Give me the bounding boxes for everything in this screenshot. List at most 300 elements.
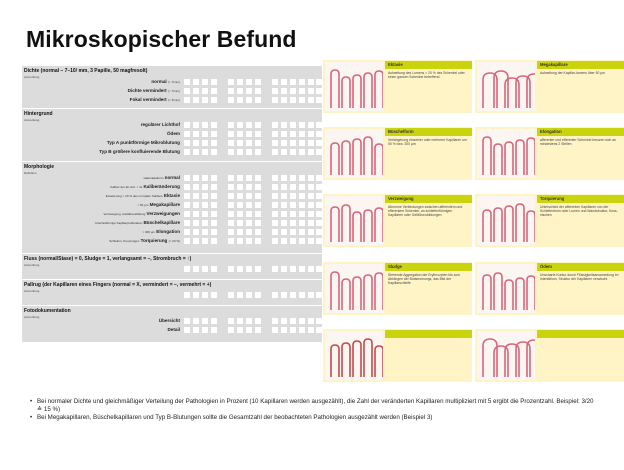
checkbox-cell[interactable] xyxy=(316,193,322,199)
checkbox-cell[interactable] xyxy=(316,318,322,324)
checkbox-grid[interactable] xyxy=(184,130,322,138)
checkbox-cell[interactable] xyxy=(202,140,208,146)
checkbox-cell[interactable] xyxy=(299,131,305,137)
checkbox-cell[interactable] xyxy=(193,327,199,333)
checkbox-cell[interactable] xyxy=(290,175,296,181)
checkbox-cell[interactable] xyxy=(228,193,234,199)
checkbox-cell[interactable] xyxy=(308,229,314,235)
checkbox-cell[interactable] xyxy=(184,193,190,199)
checkbox-cell[interactable] xyxy=(316,327,322,333)
checkbox-cell[interactable] xyxy=(184,140,190,146)
checkbox-cell[interactable] xyxy=(193,79,199,85)
checkbox-cell[interactable] xyxy=(211,211,217,217)
checkbox-cell[interactable] xyxy=(211,122,217,128)
checkbox-cell[interactable] xyxy=(281,229,287,235)
checkbox-cell[interactable] xyxy=(202,220,208,226)
row-label: Büschelkapillare xyxy=(143,220,180,225)
checkbox-cell[interactable] xyxy=(308,327,314,333)
checkbox-cell[interactable] xyxy=(272,193,278,199)
checkbox-cell[interactable] xyxy=(228,266,234,272)
checkbox-cell[interactable] xyxy=(272,88,278,94)
checkbox-cell[interactable] xyxy=(272,79,278,85)
checkbox-cell[interactable] xyxy=(193,211,199,217)
checkbox-cell[interactable] xyxy=(211,229,217,235)
checkbox-cell[interactable] xyxy=(272,122,278,128)
form-row xyxy=(22,87,322,95)
checkbox-cell[interactable] xyxy=(228,292,234,298)
checkbox-cell[interactable] xyxy=(211,97,217,103)
checkbox-cell[interactable] xyxy=(281,184,287,190)
section-heading: Pallrug (der Kapillaren eines Fingers (normal = X, vermindert = –, vermehrt = +) xyxy=(24,282,212,288)
checkbox-cell[interactable] xyxy=(272,318,278,324)
checkbox-grid[interactable] xyxy=(184,291,322,299)
checkbox-cell[interactable] xyxy=(272,149,278,155)
checkbox-cell[interactable] xyxy=(299,318,305,324)
checkbox-grid[interactable] xyxy=(184,183,322,191)
checkbox-cell[interactable] xyxy=(299,175,305,181)
checkbox-cell[interactable] xyxy=(308,88,314,94)
checkbox-cell[interactable] xyxy=(211,327,217,333)
checkbox-cell[interactable] xyxy=(272,211,278,217)
checkbox-cell[interactable] xyxy=(316,140,322,146)
checkbox-cell[interactable] xyxy=(202,88,208,94)
checkbox-cell[interactable] xyxy=(272,202,278,208)
checkbox-cell[interactable] xyxy=(237,220,243,226)
checkbox-cell[interactable] xyxy=(184,318,190,324)
checkbox-grid[interactable] xyxy=(184,326,322,334)
checkbox-cell[interactable] xyxy=(246,175,252,181)
checkbox-cell[interactable] xyxy=(255,122,261,128)
checkbox-cell[interactable] xyxy=(211,149,217,155)
checkbox-cell[interactable] xyxy=(255,211,261,217)
checkbox-cell[interactable] xyxy=(290,149,296,155)
panel-title: Torquierung xyxy=(537,195,624,203)
checkbox-cell[interactable] xyxy=(202,131,208,137)
checkbox-cell[interactable] xyxy=(184,327,190,333)
checkbox-cell[interactable] xyxy=(202,266,208,272)
checkbox-cell[interactable] xyxy=(290,97,296,103)
checkbox-cell[interactable] xyxy=(308,79,314,85)
checkbox-cell[interactable] xyxy=(308,97,314,103)
checkbox-cell[interactable] xyxy=(184,220,190,226)
checkbox-cell[interactable] xyxy=(193,202,199,208)
checkbox-cell[interactable] xyxy=(290,229,296,235)
checkbox-grid[interactable] xyxy=(184,174,322,182)
checkbox-cell[interactable] xyxy=(255,88,261,94)
checkbox-cell[interactable] xyxy=(299,292,305,298)
checkbox-cell[interactable] xyxy=(272,327,278,333)
checkbox-cell[interactable] xyxy=(316,175,322,181)
checkbox-cell[interactable] xyxy=(272,229,278,235)
checkbox-cell[interactable] xyxy=(193,193,199,199)
checkbox-cell[interactable] xyxy=(299,184,305,190)
checkbox-cell[interactable] xyxy=(255,220,261,226)
checkbox-cell[interactable] xyxy=(246,202,252,208)
checkbox-cell[interactable] xyxy=(255,327,261,333)
checkbox-cell[interactable] xyxy=(246,131,252,137)
checkbox-cell[interactable] xyxy=(308,202,314,208)
checkbox-cell[interactable] xyxy=(237,238,243,244)
checkbox-cell[interactable] xyxy=(290,238,296,244)
checkbox-cell[interactable] xyxy=(272,238,278,244)
checkbox-cell[interactable] xyxy=(281,292,287,298)
checkbox-cell[interactable] xyxy=(281,79,287,85)
checkbox-cell[interactable] xyxy=(228,327,234,333)
checkbox-cell[interactable] xyxy=(237,318,243,324)
checkbox-cell[interactable] xyxy=(308,211,314,217)
checkbox-cell[interactable] xyxy=(237,122,243,128)
checkbox-cell[interactable] xyxy=(308,131,314,137)
checkbox-cell[interactable] xyxy=(308,220,314,226)
checkbox-cell[interactable] xyxy=(211,292,217,298)
capillary-loops-icon xyxy=(325,196,383,245)
checkbox-cell[interactable] xyxy=(281,266,287,272)
checkbox-cell[interactable] xyxy=(281,131,287,137)
checkbox-cell[interactable] xyxy=(246,211,252,217)
checkbox-cell[interactable] xyxy=(184,175,190,181)
checkbox-cell[interactable] xyxy=(202,79,208,85)
checkbox-cell[interactable] xyxy=(255,149,261,155)
checkbox-cell[interactable] xyxy=(228,97,234,103)
checkbox-cell[interactable] xyxy=(246,229,252,235)
checkbox-cell[interactable] xyxy=(202,211,208,217)
checkbox-cell[interactable] xyxy=(228,184,234,190)
checkbox-cell[interactable] xyxy=(184,202,190,208)
checkbox-cell[interactable] xyxy=(237,266,243,272)
checkbox-cell[interactable] xyxy=(184,131,190,137)
checkbox-cell[interactable] xyxy=(184,122,190,128)
checkbox-cell[interactable] xyxy=(202,193,208,199)
checkbox-cell[interactable] xyxy=(193,184,199,190)
checkbox-cell[interactable] xyxy=(246,140,252,146)
checkbox-cell[interactable] xyxy=(316,238,322,244)
checkbox-cell[interactable] xyxy=(299,327,305,333)
checkbox-cell[interactable] xyxy=(184,88,190,94)
checkbox-cell[interactable] xyxy=(281,211,287,217)
checkbox-cell[interactable] xyxy=(316,211,322,217)
row-label: Übersicht xyxy=(158,318,180,323)
checkbox-grid[interactable] xyxy=(184,237,322,245)
checkbox-grid[interactable] xyxy=(184,210,322,218)
checkbox-cell[interactable] xyxy=(290,140,296,146)
checkbox-cell[interactable] xyxy=(193,238,199,244)
checkbox-cell[interactable] xyxy=(272,97,278,103)
checkbox-grid[interactable] xyxy=(184,228,322,236)
checkbox-cell[interactable] xyxy=(255,97,261,103)
checkbox-cell[interactable] xyxy=(255,184,261,190)
checkbox-cell[interactable] xyxy=(281,318,287,324)
checkbox-cell[interactable] xyxy=(193,140,199,146)
checkbox-cell[interactable] xyxy=(246,122,252,128)
checkbox-cell[interactable] xyxy=(211,266,217,272)
checkbox-cell[interactable] xyxy=(281,193,287,199)
checkbox-grid[interactable] xyxy=(184,121,322,129)
checkbox-cell[interactable] xyxy=(193,175,199,181)
checkbox-cell[interactable] xyxy=(290,266,296,272)
checkbox-cell[interactable] xyxy=(316,229,322,235)
checkbox-cell[interactable] xyxy=(193,88,199,94)
panel-description: Verlängerung einzelner oder mehrerer Kapillaren um 50 % bzw. 300 µm xyxy=(388,138,467,147)
checkbox-cell[interactable] xyxy=(237,229,243,235)
checkbox-cell[interactable] xyxy=(202,292,208,298)
checkbox-cell[interactable] xyxy=(299,140,305,146)
checkbox-cell[interactable] xyxy=(281,238,287,244)
checkbox-cell[interactable] xyxy=(255,292,261,298)
checkbox-cell[interactable] xyxy=(193,266,199,272)
checkbox-cell[interactable] xyxy=(211,175,217,181)
checkbox-cell[interactable] xyxy=(211,193,217,199)
checkbox-cell[interactable] xyxy=(246,327,252,333)
checkbox-cell[interactable] xyxy=(228,79,234,85)
checkbox-cell[interactable] xyxy=(202,122,208,128)
checkbox-cell[interactable] xyxy=(272,292,278,298)
checkbox-cell[interactable] xyxy=(255,238,261,244)
checkbox-cell[interactable] xyxy=(290,220,296,226)
checkbox-cell[interactable] xyxy=(299,79,305,85)
checkbox-cell[interactable] xyxy=(272,266,278,272)
checkbox-cell[interactable] xyxy=(184,97,190,103)
checkbox-cell[interactable] xyxy=(316,97,322,103)
checkbox-cell[interactable] xyxy=(290,131,296,137)
checkbox-cell[interactable] xyxy=(316,79,322,85)
capillary-image xyxy=(477,196,535,245)
checkbox-grid[interactable] xyxy=(184,78,322,86)
checkbox-cell[interactable] xyxy=(299,211,305,217)
checkbox-cell[interactable] xyxy=(228,318,234,324)
checkbox-cell[interactable] xyxy=(281,149,287,155)
section-dichte xyxy=(22,68,322,108)
panel-title xyxy=(537,330,624,338)
checkbox-cell[interactable] xyxy=(193,229,199,235)
checkbox-cell[interactable] xyxy=(299,202,305,208)
checkbox-cell[interactable] xyxy=(299,149,305,155)
checkbox-cell[interactable] xyxy=(308,292,314,298)
checkbox-cell[interactable] xyxy=(316,149,322,155)
checkbox-cell[interactable] xyxy=(246,220,252,226)
checkbox-cell[interactable] xyxy=(228,238,234,244)
checkbox-cell[interactable] xyxy=(246,292,252,298)
checkbox-cell[interactable] xyxy=(281,202,287,208)
checkbox-grid[interactable] xyxy=(184,317,322,325)
checkbox-cell[interactable] xyxy=(246,266,252,272)
checkbox-grid[interactable] xyxy=(184,219,322,227)
checkbox-cell[interactable] xyxy=(228,140,234,146)
checkbox-cell[interactable] xyxy=(237,175,243,181)
checkbox-cell[interactable] xyxy=(290,202,296,208)
checkbox-cell[interactable] xyxy=(237,149,243,155)
checkbox-cell[interactable] xyxy=(211,184,217,190)
checkbox-cell[interactable] xyxy=(299,122,305,128)
checkbox-cell[interactable] xyxy=(255,318,261,324)
checkbox-cell[interactable] xyxy=(228,220,234,226)
checkbox-cell[interactable] xyxy=(281,220,287,226)
checkbox-cell[interactable] xyxy=(299,229,305,235)
checkbox-cell[interactable] xyxy=(228,175,234,181)
checkbox-cell[interactable] xyxy=(211,140,217,146)
checkbox-cell[interactable] xyxy=(308,140,314,146)
checkbox-cell[interactable] xyxy=(193,220,199,226)
checkbox-cell[interactable] xyxy=(202,318,208,324)
checkbox-cell[interactable] xyxy=(237,292,243,298)
checkbox-cell[interactable] xyxy=(255,79,261,85)
checkbox-cell[interactable] xyxy=(299,97,305,103)
checkbox-cell[interactable] xyxy=(228,131,234,137)
checkbox-cell[interactable] xyxy=(184,238,190,244)
checkbox-cell[interactable] xyxy=(202,149,208,155)
checkbox-cell[interactable] xyxy=(281,327,287,333)
checkbox-cell[interactable] xyxy=(255,229,261,235)
checkbox-cell[interactable] xyxy=(290,292,296,298)
checkbox-cell[interactable] xyxy=(237,202,243,208)
checkbox-cell[interactable] xyxy=(281,122,287,128)
checkbox-cell[interactable] xyxy=(246,318,252,324)
checkbox-cell[interactable] xyxy=(237,193,243,199)
checkbox-cell[interactable] xyxy=(193,131,199,137)
checkbox-cell[interactable] xyxy=(290,318,296,324)
checkbox-cell[interactable] xyxy=(299,193,305,199)
checkbox-cell[interactable] xyxy=(308,175,314,181)
checkbox-cell[interactable] xyxy=(202,202,208,208)
checkbox-cell[interactable] xyxy=(184,149,190,155)
checkbox-cell[interactable] xyxy=(299,266,305,272)
checkbox-cell[interactable] xyxy=(211,318,217,324)
checkbox-cell[interactable] xyxy=(290,193,296,199)
checkbox-grid[interactable] xyxy=(184,96,322,104)
checkbox-cell[interactable] xyxy=(255,193,261,199)
row-note: Verzweigung, Gefäßneubildung xyxy=(103,212,146,216)
checkbox-cell[interactable] xyxy=(308,193,314,199)
checkbox-cell[interactable] xyxy=(308,122,314,128)
checkbox-cell[interactable] xyxy=(255,202,261,208)
checkbox-cell[interactable] xyxy=(228,88,234,94)
checkbox-cell[interactable] xyxy=(308,149,314,155)
checkbox-cell[interactable] xyxy=(246,97,252,103)
checkbox-cell[interactable] xyxy=(246,238,252,244)
checkbox-cell[interactable] xyxy=(237,184,243,190)
checkbox-cell[interactable] xyxy=(299,238,305,244)
checkbox-cell[interactable] xyxy=(299,88,305,94)
checkbox-cell[interactable] xyxy=(193,97,199,103)
checkbox-cell[interactable] xyxy=(281,140,287,146)
checkbox-cell[interactable] xyxy=(272,220,278,226)
checkbox-cell[interactable] xyxy=(290,184,296,190)
checkbox-cell[interactable] xyxy=(193,318,199,324)
checkbox-cell[interactable] xyxy=(211,79,217,85)
checkbox-cell[interactable] xyxy=(228,149,234,155)
checkbox-cell[interactable] xyxy=(308,238,314,244)
checkbox-cell[interactable] xyxy=(255,140,261,146)
checkbox-cell[interactable] xyxy=(184,79,190,85)
checkbox-cell[interactable] xyxy=(272,131,278,137)
checkbox-cell[interactable] xyxy=(202,327,208,333)
checkbox-cell[interactable] xyxy=(184,292,190,298)
checkbox-cell[interactable] xyxy=(272,140,278,146)
checkbox-cell[interactable] xyxy=(237,79,243,85)
checkbox-cell[interactable] xyxy=(184,211,190,217)
checkbox-cell[interactable] xyxy=(237,327,243,333)
checkbox-cell[interactable] xyxy=(316,266,322,272)
checkbox-cell[interactable] xyxy=(290,79,296,85)
checkbox-cell[interactable] xyxy=(281,97,287,103)
checkbox-cell[interactable] xyxy=(290,327,296,333)
checkbox-cell[interactable] xyxy=(228,229,234,235)
checkbox-cell[interactable] xyxy=(211,202,217,208)
checkbox-cell[interactable] xyxy=(316,184,322,190)
checkbox-cell[interactable] xyxy=(290,88,296,94)
checkbox-grid[interactable] xyxy=(184,139,322,147)
checkbox-cell[interactable] xyxy=(308,318,314,324)
checkbox-cell[interactable] xyxy=(246,184,252,190)
checkbox-cell[interactable] xyxy=(255,175,261,181)
checkbox-cell[interactable] xyxy=(281,175,287,181)
checkbox-cell[interactable] xyxy=(237,88,243,94)
checkbox-cell[interactable] xyxy=(299,220,305,226)
checkbox-cell[interactable] xyxy=(246,149,252,155)
checkbox-cell[interactable] xyxy=(184,266,190,272)
checkbox-cell[interactable] xyxy=(308,184,314,190)
checkbox-cell[interactable] xyxy=(184,184,190,190)
checkbox-cell[interactable] xyxy=(228,202,234,208)
checkbox-cell[interactable] xyxy=(281,88,287,94)
checkbox-grid[interactable] xyxy=(184,201,322,209)
checkbox-cell[interactable] xyxy=(246,79,252,85)
checkbox-cell[interactable] xyxy=(290,211,296,217)
checkbox-cell[interactable] xyxy=(237,131,243,137)
checkbox-cell[interactable] xyxy=(316,220,322,226)
checkbox-cell[interactable] xyxy=(272,175,278,181)
panel-description: Unterschied der afferenten Kapillaren von der Schleifenform oder Lumen und Wandstruktur, Kuss-nischen xyxy=(540,205,618,218)
checkbox-cell[interactable] xyxy=(202,97,208,103)
checkbox-cell[interactable] xyxy=(211,88,217,94)
checkbox-cell[interactable] xyxy=(255,266,261,272)
checkbox-grid[interactable] xyxy=(184,192,322,200)
checkbox-cell[interactable] xyxy=(237,97,243,103)
checkbox-cell[interactable] xyxy=(237,211,243,217)
checkbox-cell[interactable] xyxy=(246,193,252,199)
checkbox-grid[interactable] xyxy=(184,148,322,156)
checkbox-cell[interactable] xyxy=(308,266,314,272)
checkbox-cell[interactable] xyxy=(255,131,261,137)
checkbox-cell[interactable] xyxy=(184,229,190,235)
checkbox-cell[interactable] xyxy=(290,122,296,128)
panel-title xyxy=(385,330,472,338)
checkbox-cell[interactable] xyxy=(202,184,208,190)
checkbox-cell[interactable] xyxy=(202,175,208,181)
checkbox-cell[interactable] xyxy=(237,140,243,146)
checkbox-cell[interactable] xyxy=(193,122,199,128)
checkbox-cell[interactable] xyxy=(211,238,217,244)
checkbox-cell[interactable] xyxy=(272,184,278,190)
checkbox-cell[interactable] xyxy=(316,202,322,208)
checkbox-cell[interactable] xyxy=(228,122,234,128)
checkbox-cell[interactable] xyxy=(202,229,208,235)
row-label: Typ B größere konfluierende Blutung xyxy=(99,149,180,154)
checkbox-cell[interactable] xyxy=(316,131,322,137)
checkbox-cell[interactable] xyxy=(316,122,322,128)
checkbox-grid[interactable] xyxy=(184,87,322,95)
checkbox-cell[interactable] xyxy=(316,292,322,298)
checkbox-cell[interactable] xyxy=(193,149,199,155)
checkbox-cell[interactable] xyxy=(316,88,322,94)
section-hintergrund xyxy=(22,111,322,161)
checkbox-cell[interactable] xyxy=(202,238,208,244)
checkbox-cell[interactable] xyxy=(228,211,234,217)
checkbox-cell[interactable] xyxy=(211,131,217,137)
checkbox-grid[interactable] xyxy=(184,265,322,273)
checkbox-cell[interactable] xyxy=(246,88,252,94)
checkbox-cell[interactable] xyxy=(193,292,199,298)
checkbox-cell[interactable] xyxy=(211,220,217,226)
